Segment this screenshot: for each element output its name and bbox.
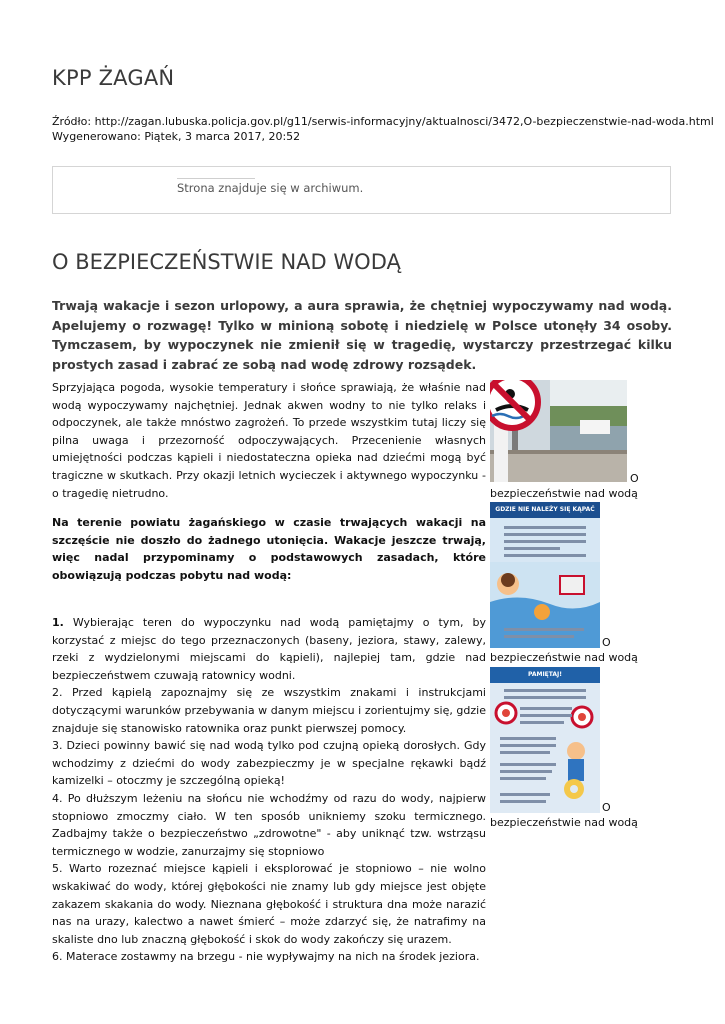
poster-text-line — [504, 696, 586, 699]
rule-1-text: Wybierając teren do wypoczynku nad wodą pamiętajmy o tym, by korzystać z miejsc do tego przeznaczonych (baseny, jeziora, stawy, zalewy, rzeki z wydzielonymi miejscami do kąpieli), najlepiej tam, gdzie nad bezpieczeństwem czuwają ratownicy wodni. — [52, 616, 486, 682]
figure-3-caption-o: O — [602, 801, 611, 814]
paragraph-intro: Sprzyjająca pogoda, wysokie temperatury i słońce sprawiają, że właśnie nad wodą wypoczywamy najchętniej. Jednak akwen wodny to nie tylko relaks i odpoczynek, ale także mnóstwo zagrożeń. To przede wszystkim tutaj liczy się pilna uwaga i przezorność odpoczywających. Przecenienie własnych umiejętności podczas kąpieli i niedostateczna opieka nad dziećmi mogą być tragiczne w skutkach. Przy okazji letnich wycieczek i aktywnego wypoczynku - o tragedię nietrudno. — [52, 381, 486, 500]
no-swimming-photo[interactable] — [490, 380, 627, 482]
poster-text-line — [504, 526, 586, 529]
poster-text-line — [504, 689, 586, 692]
figure-1-caption: bezpieczeństwie nad wodą — [490, 487, 638, 500]
source-url[interactable]: http://zagan.lubuska.policja.gov.pl/g11/serwis-informacyjny/aktualnosci/3472,O-bezpieczenstwie-nad-woda.html — [94, 115, 714, 128]
rule-2: 2. Przed kąpielą zapoznajmy się ze wszystkim znakami i instrukcjami dotyczącymi warunków przebywania w danym miejscu i zorientujmy się, gdzie znajduje się stanowisko ratownika oraz punkt pierwszej pomocy. — [52, 686, 486, 735]
poster-3-illustration — [490, 701, 600, 813]
poster-3-title: PAMIĘTAJ! — [490, 667, 600, 683]
archive-divider — [177, 178, 255, 179]
remember-poster[interactable] — [490, 667, 600, 813]
rule-1 — [52, 614, 486, 684]
rule-3: 3. Dzieci powinny bawić się nad wodą tylko pod czujną opieką dorosłych. Gdy wchodzimy z dziećmi do wody zabezpieczmy je w specjalne rękawki bądź kamizelki – otoczmy je szczególną opieką! — [52, 739, 486, 788]
figure-2-caption: bezpieczeństwie nad wodą — [490, 651, 638, 664]
figure-1-caption-o: O — [630, 472, 639, 485]
figure-2-caption-o: O — [602, 636, 611, 649]
rule-6: 6. Materace zostawmy na brzegu - nie wypływajmy na nich na środek jeziora. — [52, 950, 480, 964]
article-lead: Trwają wakacje i sezon urlopowy, a aura sprawia, że chętniej wypoczywamy nad wodą. Apelujemy o rozwagę! Tylko w minioną sobotę i niedzielę w Polsce utonęły 34 osoby. Tymczasem, by wypoczynek nie zmienił się w tragedię, wystarczy przestrzegać kilku prostych zasad i zabrać ze sobą nad wodę zdrowy rozsądek. — [52, 298, 672, 372]
poster-2-title: GDZIE NIE NALEŻY SIĘ KĄPAĆ — [490, 502, 600, 518]
poster-text-line — [504, 554, 586, 557]
generated-date: Piątek, 3 marca 2017, 20:52 — [144, 130, 301, 143]
paragraph-powiat: Na terenie powiatu żagańskiego w czasie trwających wakacji na szczęście nie doszło do żadnego utonięcia. Wakacje jeszcze trwają, więc nadal przypominamy o podstawowych zasadach, które obowiązują podczas pobytu nad wodą: — [52, 516, 486, 582]
source-label: Źródło: — [52, 115, 92, 128]
article-title: O BEZPIECZEŃSTWIE NAD WODĄ — [52, 250, 401, 274]
poster-text-line — [504, 533, 586, 536]
where-not-to-swim-poster[interactable] — [490, 502, 600, 648]
source-meta — [52, 114, 714, 144]
rule-1-number: 1. — [52, 616, 64, 629]
poster-2-illustration — [490, 562, 600, 648]
generated-label: Wygenerowano: — [52, 130, 141, 143]
safety-rules-list — [52, 614, 486, 966]
rule-5: 5. Warto rozeznać miejsce kąpieli i eksplorować je stopniowo – nie wolno wskakiwać do wody, której głębokości nie znamy lub gdy miejsce jest objęte zakazem skakania do wody. Nieznana głębokość i struktura dna może narazić nas na urazy, kalectwo a nawet śmierć – może zdarzyć się, że natrafimy na skaliste dno lub znaczną głębokość i skok do wody zakończy się urazem. — [52, 862, 486, 946]
site-title: KPP ŻAGAŃ — [52, 66, 175, 90]
poster-text-line — [504, 547, 560, 550]
poster-text-line — [504, 540, 586, 543]
rule-4: 4. Po dłuższym leżeniu na słońcu nie wchodźmy od razu do wody, najpierw stopniowo zmoczmy ciało. W ten sposób unikniemy szoku termicznego. Zadbajmy także o bezpieczeństwo „zdrowotne" - aby uniknąć tzw. wstrząsu termicznego w wodzie, zanurzajmy się stopniowo — [52, 791, 486, 858]
figure-3-caption: bezpieczeństwie nad wodą — [490, 816, 638, 829]
archive-notice-box — [52, 166, 671, 214]
archive-notice: Strona znajduje się w archiwum. — [177, 181, 364, 195]
